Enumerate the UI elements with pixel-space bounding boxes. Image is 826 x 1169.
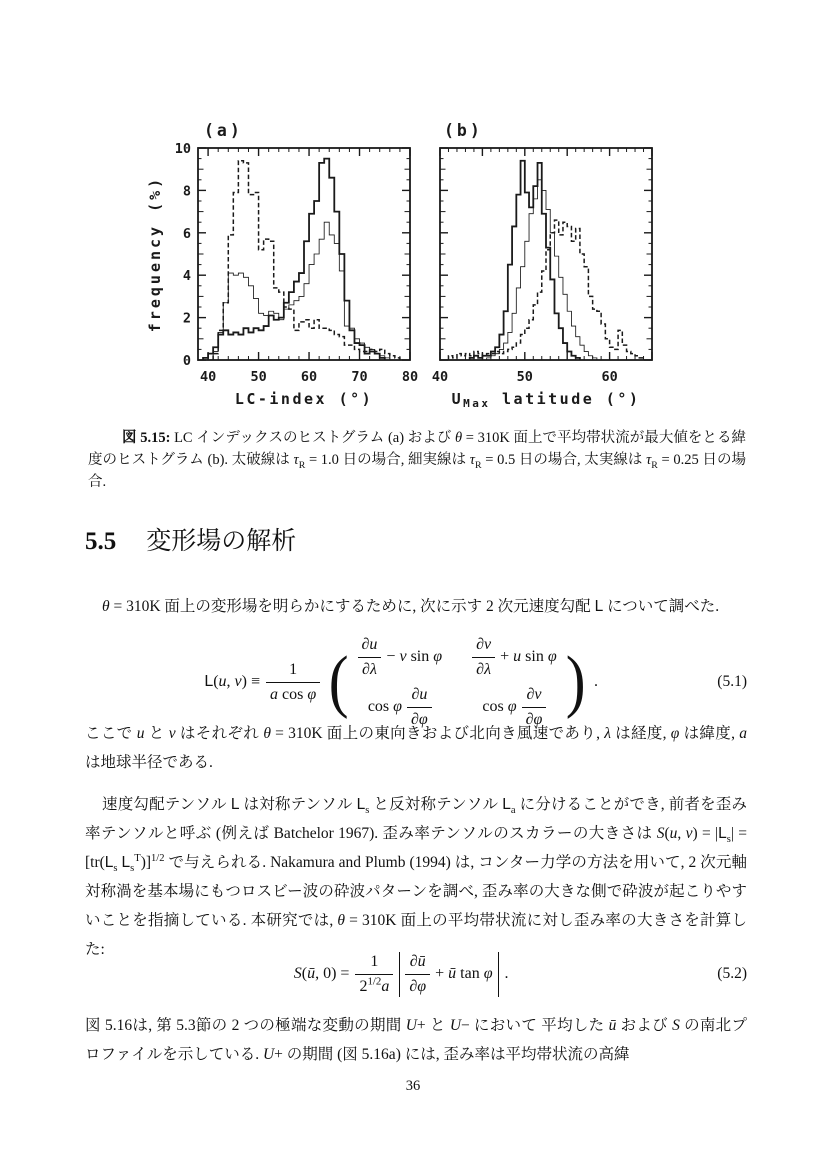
svg-text:LC-index (°): LC-index (°) xyxy=(234,390,374,408)
section-number: 5.5 xyxy=(85,528,117,555)
equation-5-1-body: L(u, v) ≡ $\frac{1}{\text{a cos φ}}$ ( $\frac{\partial u}{\partial\lambda}$ − v sin φ $\frac{\partial v}{\partial\lambda}$ + u sin φ cos φ $\frac{\partial u}{\partial\varphi}$ cos φ $\frac{\partial v}{\partial\varphi}$ ) . xyxy=(204,635,598,728)
matrix-cell-22: cos φ $\frac{\partial v}{\partial\varphi}$ xyxy=(482,685,546,730)
equation-5-2-body xyxy=(85,952,717,997)
equation-5-2 xyxy=(85,944,747,1004)
matrix-cell-11: $\frac{\partial u}{\partial\lambda}$ − v sin φ xyxy=(358,635,443,680)
absolute-value-group: $\frac{\partial ū}{\partial\varphi}$ + ū tan φ xyxy=(399,952,498,997)
svg-text:frequency (%): frequency (%) xyxy=(146,175,164,333)
body-paragraph-3: 速度勾配テンソル L は対称テンソル $L_s$ と反対称テンソル $L_a$ に分けることができ, 前者を歪み率テンソルと呼ぶ (例えば Batchelor 1967). 歪み率テンソルのスカラーの大きさは S(u, $v) = |L_s| = [tr(L_s$ $L_s^T)]^{1/2}$ で与えられる. Nakamura and Plumb (1994) は, コンター力学の方法を用いて, 2 次元軸対称渦を基本場にもつロスビー波の砕波パターンを調べ, 歪み率の大きな側で砕波が起こりやすいことを指摘している. 本研究では, θ = 310K 面上の平均帯状流に対し歪み率の大きさを計算した: xyxy=(85,796,748,958)
page-number: 36 xyxy=(405,1078,421,1094)
svg-text:80: 80 xyxy=(401,369,419,385)
svg-text:10: 10 xyxy=(174,141,191,157)
eq1-lhs: L(u, v) ≡ xyxy=(204,673,261,690)
svg-text:60: 60 xyxy=(601,369,618,385)
figure-caption-text: LC インデックスのヒストグラム (a) および θ = 310K 面上で平均帯状流が最大値をとる緯度のヒストグラム (b). 太破線は $\tau_R = 1.0$ 日の場合, 細実線は $\tau_R = 0.5$ 日の場合, 太実線は $\tau_R = 0.25$ 日の場合. xyxy=(88,430,746,490)
eq1-coefficient-fraction: $\frac{1}{\text{a cos φ}}$ xyxy=(266,660,320,705)
svg-text:40: 40 xyxy=(199,369,217,385)
equation-5-1 xyxy=(85,635,747,728)
body-paragraph-2: ここで u と v はそれぞれ θ = 310K 面上の東向きおよび北向き風速であり, λ は経度, φ は緯度, a は地球半径である. xyxy=(85,725,747,771)
eq2-coefficient-fraction: $\frac{1}{2^{1/2}a}$ xyxy=(355,952,393,997)
svg-text:60: 60 xyxy=(300,369,318,385)
histogram-panel-a xyxy=(130,112,430,412)
svg-text:40: 40 xyxy=(431,369,449,385)
svg-text:8: 8 xyxy=(182,183,191,200)
body-paragraph-4: 図 5.16は, 第 5.3節の 2 つの極端な変動の期間 U+ と U− において 平均した ū および S の南北プロファイルを示している. U+ の期間 (図 5.16a) には, 歪み率は平均帯状流の高緯 xyxy=(85,1017,747,1063)
eq2-period: . xyxy=(504,965,509,982)
figure-caption xyxy=(88,427,746,493)
section-heading xyxy=(85,521,296,557)
svg-text:(b): (b) xyxy=(444,121,483,140)
matrix-cell-12: $\frac{\partial v}{\partial\lambda}$ + u sin φ xyxy=(472,635,557,680)
eq2-lhs: S(ū, 0) = xyxy=(293,965,350,982)
svg-text:UMax latitude (°): $U_{Max}$ latitude (°) xyxy=(451,390,641,410)
svg-text:2: 2 xyxy=(182,310,191,327)
eq1-matrix xyxy=(358,635,557,730)
figure-5-15 xyxy=(130,112,730,412)
eq1-period: . xyxy=(593,673,598,690)
body-paragraph-1: θ = 310K 面上の変形場を明らかにするために, 次に示す 2 次元速度勾配 L について調べた. xyxy=(102,598,720,615)
figure-caption-label: 図 5.15: xyxy=(122,430,171,446)
matrix-cell-21: cos φ $\frac{\partial u}{\partial\varphi}$ xyxy=(368,685,432,730)
section-title: 変形場の解析 xyxy=(146,528,297,555)
equation-number: (5.2) xyxy=(717,965,747,982)
svg-text:70: 70 xyxy=(351,369,368,385)
histogram-panel-b xyxy=(430,112,730,412)
svg-text:0: 0 xyxy=(182,353,191,369)
svg-text:6: 6 xyxy=(182,225,191,242)
right-vertical-bar xyxy=(498,952,499,997)
svg-text:50: 50 xyxy=(250,369,267,385)
equation-number: (5.1) xyxy=(717,673,747,690)
svg-text:50: 50 xyxy=(516,369,533,385)
svg-text:4: 4 xyxy=(182,268,191,285)
svg-text:(a): (a) xyxy=(204,121,243,140)
